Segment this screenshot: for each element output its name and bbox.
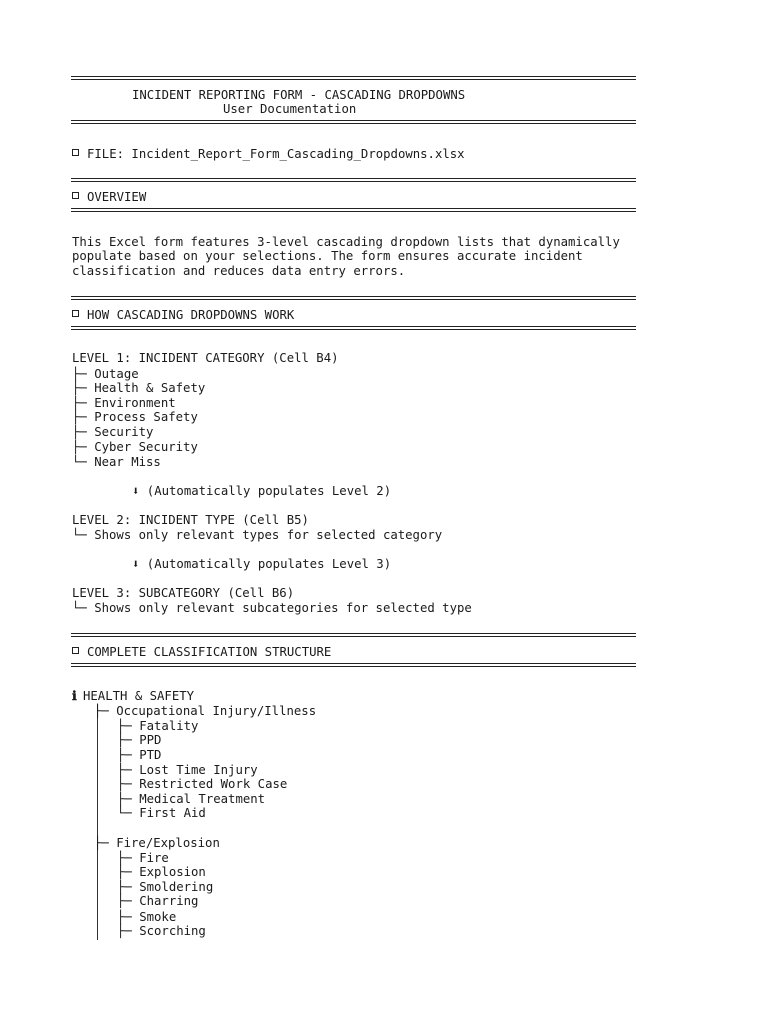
level1-item: ├─ Cyber Security	[72, 440, 198, 454]
category-label: HEALTH & SAFETY	[83, 689, 195, 703]
subcategory-item: ├─ Fatality	[117, 719, 199, 733]
subcategory-item: ├─ Restricted Work Case	[117, 777, 288, 791]
subcategory-item: ├─ Medical Treatment	[117, 792, 266, 806]
subcategory-item: ├─ PTD	[117, 748, 162, 762]
subcategory-item: ├─ Lost Time Injury	[117, 763, 258, 777]
section-heading-text: OVERVIEW	[87, 190, 147, 204]
level2-title: LEVEL 2: INCIDENT TYPE (Cell B5)	[72, 513, 309, 527]
double-rule	[71, 633, 636, 637]
subcategory-item: ├─ Smoldering	[117, 880, 214, 894]
file-name-text: FILE: Incident_Report_Form_Cascading_Dropdowns.xlsx	[87, 147, 465, 161]
double-rule	[71, 326, 636, 330]
bullet-square-icon	[72, 149, 79, 156]
level1-title: LEVEL 1: INCIDENT CATEGORY (Cell B4)	[72, 351, 339, 365]
file-line	[72, 147, 465, 161]
double-rule	[71, 663, 636, 667]
section-heading-structure	[72, 645, 331, 659]
bullet-square-icon	[72, 192, 79, 199]
double-rule	[71, 178, 636, 182]
bullet-square-icon	[72, 647, 79, 654]
level1-item: ├─ Environment	[72, 396, 176, 410]
subcategory-item: ├─ Smoke	[117, 910, 177, 924]
level1-item: ├─ Outage	[72, 367, 139, 381]
double-rule	[71, 296, 636, 300]
subcategory-item: └─ First Aid	[117, 806, 206, 820]
level3-title: LEVEL 3: SUBCATEGORY (Cell B6)	[72, 586, 295, 600]
section-heading-how-it-works	[72, 308, 294, 322]
double-rule	[71, 208, 636, 212]
document-title: INCIDENT REPORTING FORM - CASCADING DROPDOWNS	[132, 88, 466, 102]
double-rule	[71, 76, 636, 80]
overview-line: populate based on your selections. The form ensures accurate incident	[72, 249, 583, 263]
type-item: ├─ Occupational Injury/Illness	[94, 704, 317, 718]
level1-item: ├─ Health & Safety	[72, 381, 206, 395]
section-heading-text: COMPLETE CLASSIFICATION STRUCTURE	[87, 645, 332, 659]
document-subtitle: User Documentation	[223, 102, 357, 116]
level1-item: ├─ Process Safety	[72, 410, 198, 424]
subcategory-item: ├─ Explosion	[117, 865, 206, 879]
level1-item: ├─ Security	[72, 425, 154, 439]
info-icon: ℹ	[72, 689, 77, 703]
category-heading	[72, 689, 194, 703]
level1-item: └─ Near Miss	[72, 455, 161, 469]
level3-description: └─ Shows only relevant subcategories for selected type	[72, 601, 472, 615]
bullet-square-icon	[72, 310, 79, 317]
subcategory-item: ├─ PPD	[117, 733, 162, 747]
arrow-note-level3: ⬇ (Automatically populates Level 3)	[132, 557, 392, 571]
subcategory-item: ├─ Charring	[117, 894, 199, 908]
subcategory-item: ├─ Fire	[117, 851, 169, 865]
arrow-note-level2: ⬇ (Automatically populates Level 2)	[132, 484, 392, 498]
level2-description: └─ Shows only relevant types for selected category	[72, 528, 443, 542]
type-item: ├─ Fire/Explosion	[94, 836, 220, 850]
subcategory-item: ├─ Scorching	[117, 924, 206, 938]
tree-connector-line	[97, 704, 98, 940]
section-heading-text: HOW CASCADING DROPDOWNS WORK	[87, 308, 295, 322]
section-heading-overview	[72, 190, 146, 204]
double-rule	[71, 120, 636, 124]
overview-line: classification and reduces data entry errors.	[72, 264, 406, 278]
overview-line: This Excel form features 3-level cascading dropdown lists that dynamically	[72, 235, 620, 249]
